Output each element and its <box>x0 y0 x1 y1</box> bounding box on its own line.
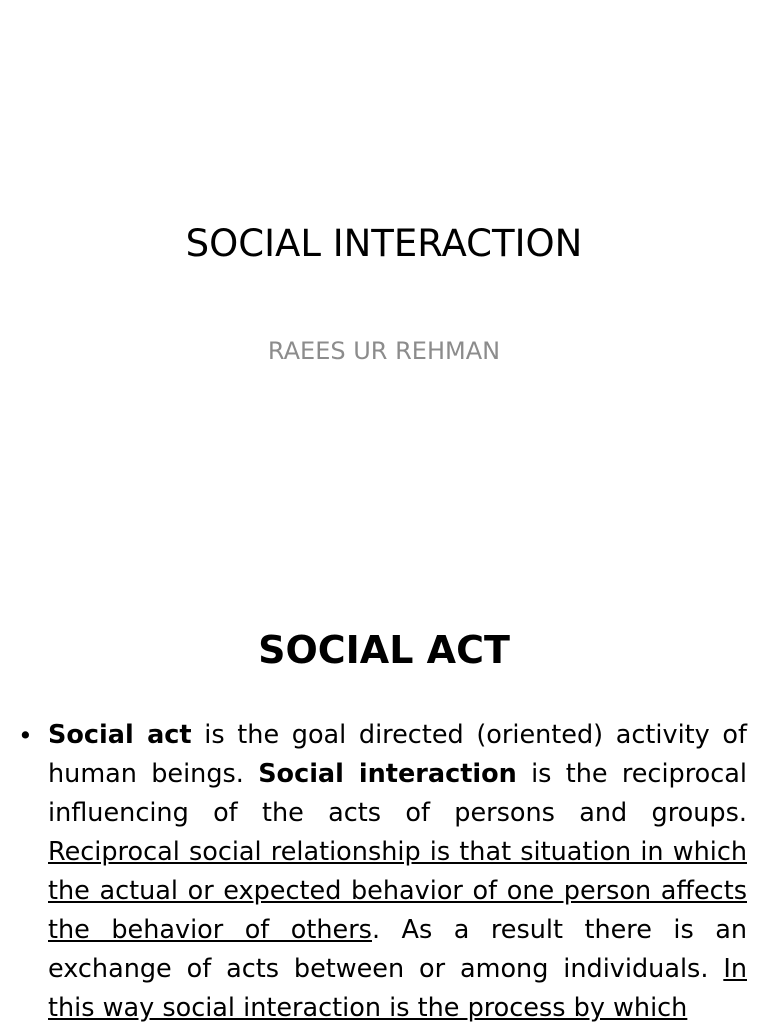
term-social-interaction: Social interaction <box>258 759 517 789</box>
bullet-item <box>16 716 747 1024</box>
definition-text: is the reciprocal influencing of the acts of persons and groups. <box>48 759 747 828</box>
underlined-definition: Reciprocal social relationship is that situation in which the actual or expected behavior of one person affects the behavior of others <box>48 837 747 945</box>
content-slide <box>0 576 768 1024</box>
body-text: . As a result there is an exchange of acts between or among individuals. <box>48 915 748 984</box>
slide-title: SOCIAL INTERACTION <box>185 222 583 265</box>
bullet-marker: • <box>18 721 33 750</box>
underlined-text: In this way social interaction is the process by which <box>48 954 747 1023</box>
term-social-act: Social act <box>48 720 192 750</box>
definition-text: is the goal directed (oriented) activity of human beings. <box>48 720 747 789</box>
section-heading: SOCIAL ACT <box>258 628 510 672</box>
slide-subtitle-author: RAEES UR REHMAN <box>267 337 501 365</box>
bullet-list <box>16 716 747 1024</box>
